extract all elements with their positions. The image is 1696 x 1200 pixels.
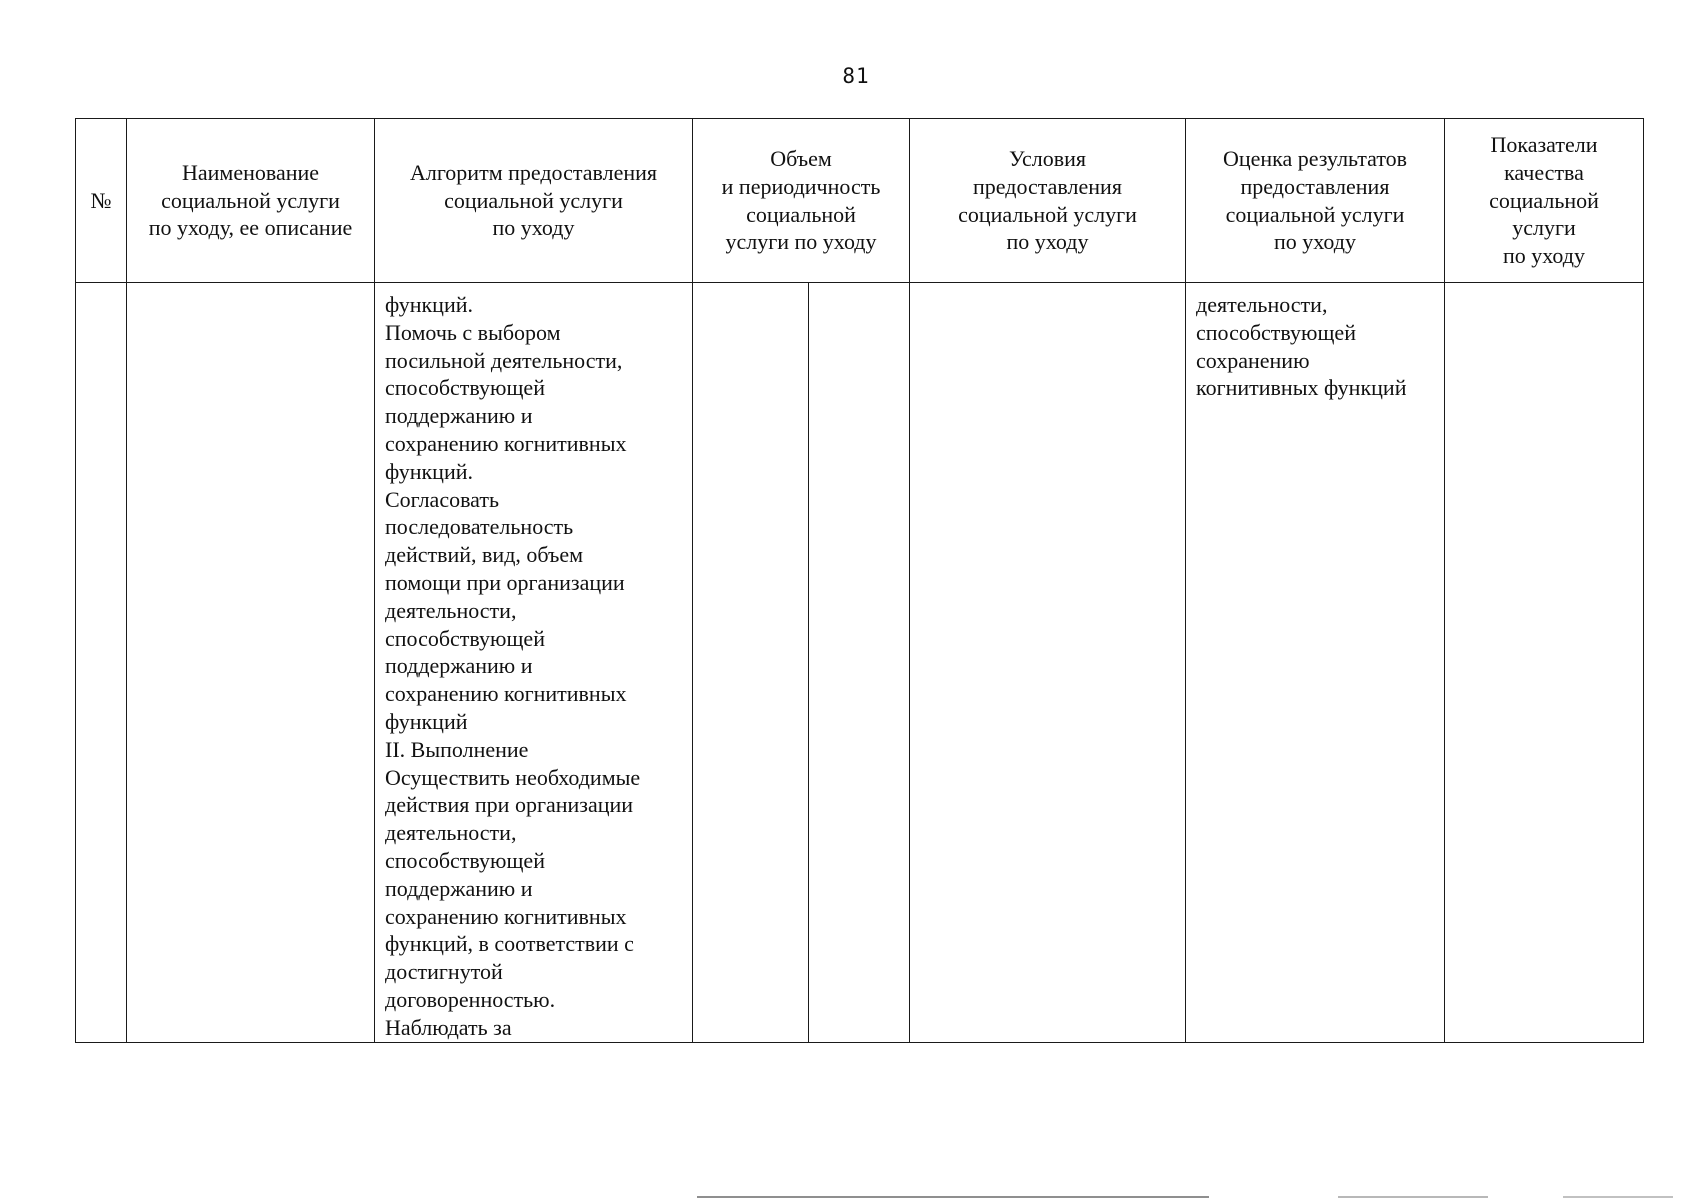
header-number-text: № — [90, 187, 112, 213]
header-number — [76, 119, 127, 283]
services-table — [75, 118, 1644, 1043]
cell-quality-text — [1445, 283, 1643, 291]
page-number: 81 — [842, 64, 870, 88]
header-volume-text: Объем и периодичность социальной услуги по уходу — [721, 145, 881, 255]
header-algorithm-text: Алгоритм предоставления социальной услуги по уходу — [409, 159, 658, 241]
cell-number-text — [76, 283, 126, 291]
cell-quality — [1445, 283, 1644, 1043]
cell-algorithm — [375, 283, 693, 1043]
header-conditions-text: Условия предоставления социальной услуги по уходу — [958, 145, 1137, 255]
table-row — [76, 283, 1644, 1043]
cell-evaluation-text: деятельности, способствующей сохранению когнитивных функций — [1196, 292, 1407, 401]
scan-artifact-line — [1338, 1196, 1488, 1198]
cell-volume-a — [693, 283, 809, 1043]
table-header-row — [76, 119, 1644, 283]
header-service-name-text: Наименование социальной услуги по уходу, ее описание — [148, 159, 353, 241]
cell-conditions — [910, 283, 1186, 1043]
cell-service-name — [127, 283, 375, 1043]
cell-evaluation — [1186, 283, 1445, 1043]
header-conditions — [910, 119, 1186, 283]
cell-volume-b — [809, 283, 910, 1043]
header-evaluation-text: Оценка результатов предоставления социальной услуги по уходу — [1222, 145, 1408, 255]
cell-algorithm-text: функций. Помочь с выбором посильной деятельности, способствующей поддержанию и сохранению когнитивных функций. Согласовать последовательность действий, вид, объем помощи при организации деятельности, способствующей поддержанию и сохранению когнитивных функций II. Выполнение Осуществить необходимые действия при организации деятельности, способствующей поддержанию и сохранению когнитивных функций, в соответствии с достигнутой договоренностью. Наблюдать за — [385, 292, 641, 1040]
cell-number — [76, 283, 127, 1043]
cell-service-name-text — [127, 283, 374, 291]
header-evaluation — [1186, 119, 1445, 283]
cell-volume-b-text — [809, 283, 909, 291]
scan-artifact-line — [697, 1196, 1209, 1198]
scan-artifact-line — [1563, 1196, 1673, 1198]
header-volume — [693, 119, 910, 283]
header-quality-text: Показатели качества социальной услуги по уходу — [1489, 132, 1599, 269]
header-service-name — [127, 119, 375, 283]
header-quality — [1445, 119, 1644, 283]
header-algorithm — [375, 119, 693, 283]
cell-volume-a-text — [693, 283, 808, 291]
cell-conditions-text — [910, 283, 1185, 291]
